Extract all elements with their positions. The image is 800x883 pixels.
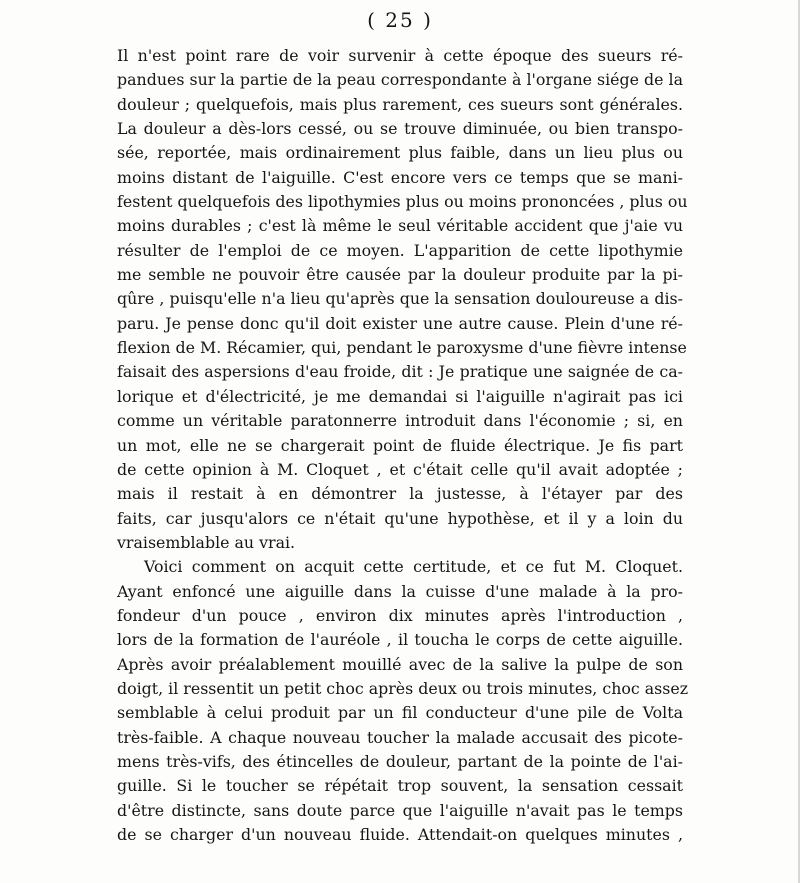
text-line: paru. Je pense donc qu'il doit exister une autre cause. Plein d'une ré- bbox=[117, 313, 683, 333]
text-line: douleur ; quelquefois, mais plus rarement, ces sueurs sont générales. bbox=[117, 94, 683, 114]
text-line: Voici comment on acquit cette certitude, et ce fut M. Cloquet. bbox=[144, 557, 683, 577]
page-number: ( 25 ) bbox=[367, 8, 433, 32]
text-line: guille. Si le toucher se répétait trop souvent, la sensation cessait bbox=[117, 776, 683, 796]
text-line: de cette opinion à M. Cloquet , et c'était celle qu'il avait adoptée ; bbox=[117, 459, 683, 479]
text-line: fondeur d'un pouce , environ dix minutes après l'introduction , bbox=[117, 605, 683, 625]
text-line: doigt, il ressentit un petit choc après deux ou trois minutes, choc assez bbox=[117, 678, 689, 698]
text-line: très-faible. A chaque nouveau toucher la malade accusait des picote- bbox=[117, 727, 683, 747]
text-line: qûre , puisqu'elle n'a lieu qu'après que la sensation douloureuse a dis- bbox=[117, 289, 683, 309]
text-line: mais il restait à en démontrer la justesse, à l'étayer par des bbox=[117, 484, 683, 504]
text-line: résulter de l'emploi de ce moyen. L'apparition de cette lipothymie bbox=[117, 240, 683, 260]
text-line: Après avoir préalablement mouillé avec de la salive la pulpe de son bbox=[117, 654, 683, 674]
body-text bbox=[117, 44, 689, 847]
text-line: flexion de M. Récamier, qui, pendant le paroxysme d'une fièvre intense bbox=[117, 338, 687, 358]
paragraph-2 bbox=[117, 555, 689, 847]
text-line: faisait des aspersions d'eau froide, dit : Je pratique une saignée de ca- bbox=[117, 362, 683, 382]
text-line: lors de la formation de l'auréole , il toucha le corps de cette aiguille. bbox=[117, 630, 683, 650]
text-line: un mot, elle ne se chargerait point de fluide électrique. Je fis part bbox=[117, 435, 683, 455]
text-line: moins durables ; c'est là même le seul véritable accident que j'aie vu bbox=[117, 216, 683, 236]
text-line: d'être distincte, sans doute parce que l'aiguille n'avait pas le temps bbox=[117, 800, 683, 820]
text-line: mens très-vifs, des étincelles de douleur, partant de la pointe de l'ai- bbox=[117, 751, 683, 771]
text-line: faits, car jusqu'alors ce n'était qu'une hypothèse, et il y a loin du bbox=[117, 508, 683, 528]
text-line: pandues sur la partie de la peau correspondante à l'organe siége de la bbox=[117, 70, 683, 90]
text-line: semblable à celui produit par un fil conducteur d'une pile de Volta bbox=[117, 703, 683, 723]
text-line: sée, reportée, mais ordinairement plus faible, dans un lieu plus ou bbox=[117, 143, 683, 163]
text-line: lorique et d'électricité, je me demandai si l'aiguille n'agirait pas ici bbox=[117, 386, 683, 406]
text-line: comme un véritable paratonnerre introduit dans l'économie ; si, en bbox=[117, 411, 683, 431]
text-line: festent quelquefois des lipothymies plus ou moins prononcées , plus ou bbox=[117, 192, 688, 212]
text-line: Il n'est point rare de voir survenir à cette époque des sueurs ré- bbox=[117, 46, 683, 65]
text-line: de se charger d'un nouveau fluide. Attendait-on quelques minutes , bbox=[117, 825, 683, 844]
text-line: La douleur a dès-lors cessé, ou se trouve diminuée, ou bien transpo- bbox=[117, 119, 683, 139]
paragraph-1 bbox=[117, 44, 688, 555]
text-line: me semble ne pouvoir être causée par la douleur produite par la pi- bbox=[117, 265, 683, 285]
text-line: moins distant de l'aiguille. C'est encore vers ce temps que se mani- bbox=[117, 167, 683, 187]
text-line: Ayant enfoncé une aiguille dans la cuisse d'une malade à la pro- bbox=[117, 581, 683, 601]
text-line: vraisemblable au vrai. bbox=[117, 532, 296, 552]
